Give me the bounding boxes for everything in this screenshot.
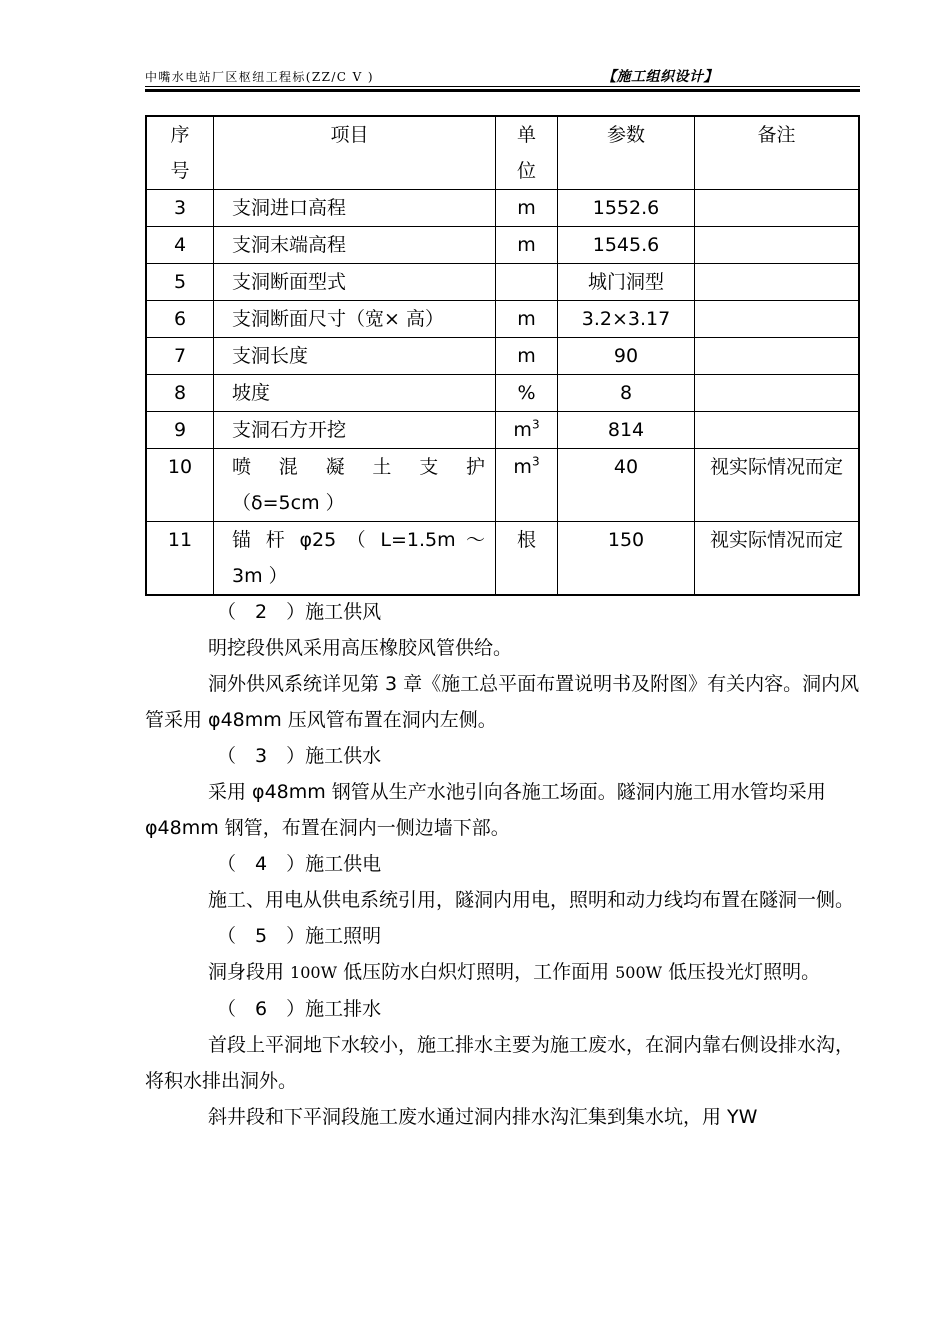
- section-heading-5: （ 5 ）施工照明: [217, 925, 382, 947]
- paragraph: 明挖段供风采用高压橡胶风管供给。: [208, 637, 513, 659]
- header-cell-value: 参数: [558, 116, 695, 190]
- table-header-row: [146, 116, 859, 190]
- header-project-name: 中嘴水电站厂区枢纽工程标(ZZ/C V ): [145, 70, 374, 84]
- parameter-table: [145, 115, 860, 596]
- table-row: 3 支洞进口高程 m 1552.6: [146, 190, 859, 227]
- table-row: 7 支洞长度 m 90: [146, 338, 859, 375]
- table-row: 5 支洞断面型式 城门洞型: [146, 264, 859, 301]
- table-row: 8 坡度 % 8: [146, 375, 859, 412]
- paragraph: 采用 φ48mm 钢管从生产水池引向各施工场面。隧洞内施工用水管均采用 φ48mm 钢管，布置在洞内一侧边墙下部。: [145, 781, 832, 839]
- header-cell-note: 备注: [695, 116, 860, 190]
- body-text: [145, 594, 860, 1135]
- section-heading-6: （ 6 ）施工排水: [217, 998, 382, 1020]
- header-rule-thin: [145, 86, 860, 87]
- header-cell-item: 项目: [214, 116, 496, 190]
- paragraph: 首段上平洞地下水较小，施工排水主要为施工废水，在洞内靠右侧设排水沟，将积水排出洞外。: [145, 1034, 855, 1092]
- header-cell-no: 序 号: [146, 116, 214, 190]
- section-heading-2: （ 2 ）施工供风: [217, 601, 382, 623]
- header-rule-thick: [145, 89, 860, 92]
- paragraph: 洞身段用 100W 低压防水白炽灯照明，工作面用 500W 低压投光灯照明。: [208, 961, 821, 983]
- table-row: 10 喷 混 凝 土 支 护 （δ=5cm ） $m^3$ 40 视实际情况而定: [146, 449, 859, 522]
- paragraph: 洞外供风系统详见第 3 章《施工总平面布置说明书及附图》有关内容。洞内风管采用 φ48mm 压风管布置在洞内左侧。: [145, 673, 860, 731]
- header-doc-title: 【施工组织设计】: [602, 69, 718, 85]
- paragraph: 施工、用电从供电系统引用，隧洞内用电，照明和动力线均布置在隧洞一侧。: [208, 889, 855, 911]
- table-row: 9 支洞石方开挖 $m^3$ 814: [146, 412, 859, 449]
- header-cell-unit: 单 位: [496, 116, 558, 190]
- section-heading-3: （ 3 ）施工供水: [217, 745, 382, 767]
- table-row: 6 支洞断面尺寸（宽× 高） m 3.2×3.17: [146, 301, 859, 338]
- page-header: [145, 66, 860, 88]
- table-row: 4 支洞末端高程 m 1545.6: [146, 227, 859, 264]
- paragraph: 斜井段和下平洞段施工废水通过洞内排水沟汇集到集水坑，用 YW: [208, 1106, 758, 1128]
- section-heading-4: （ 4 ）施工供电: [217, 853, 382, 875]
- table-row: 11 锚 杆 φ25 （ L=1.5m ～ 3m ） 根 150 视实际情况而定: [146, 522, 859, 596]
